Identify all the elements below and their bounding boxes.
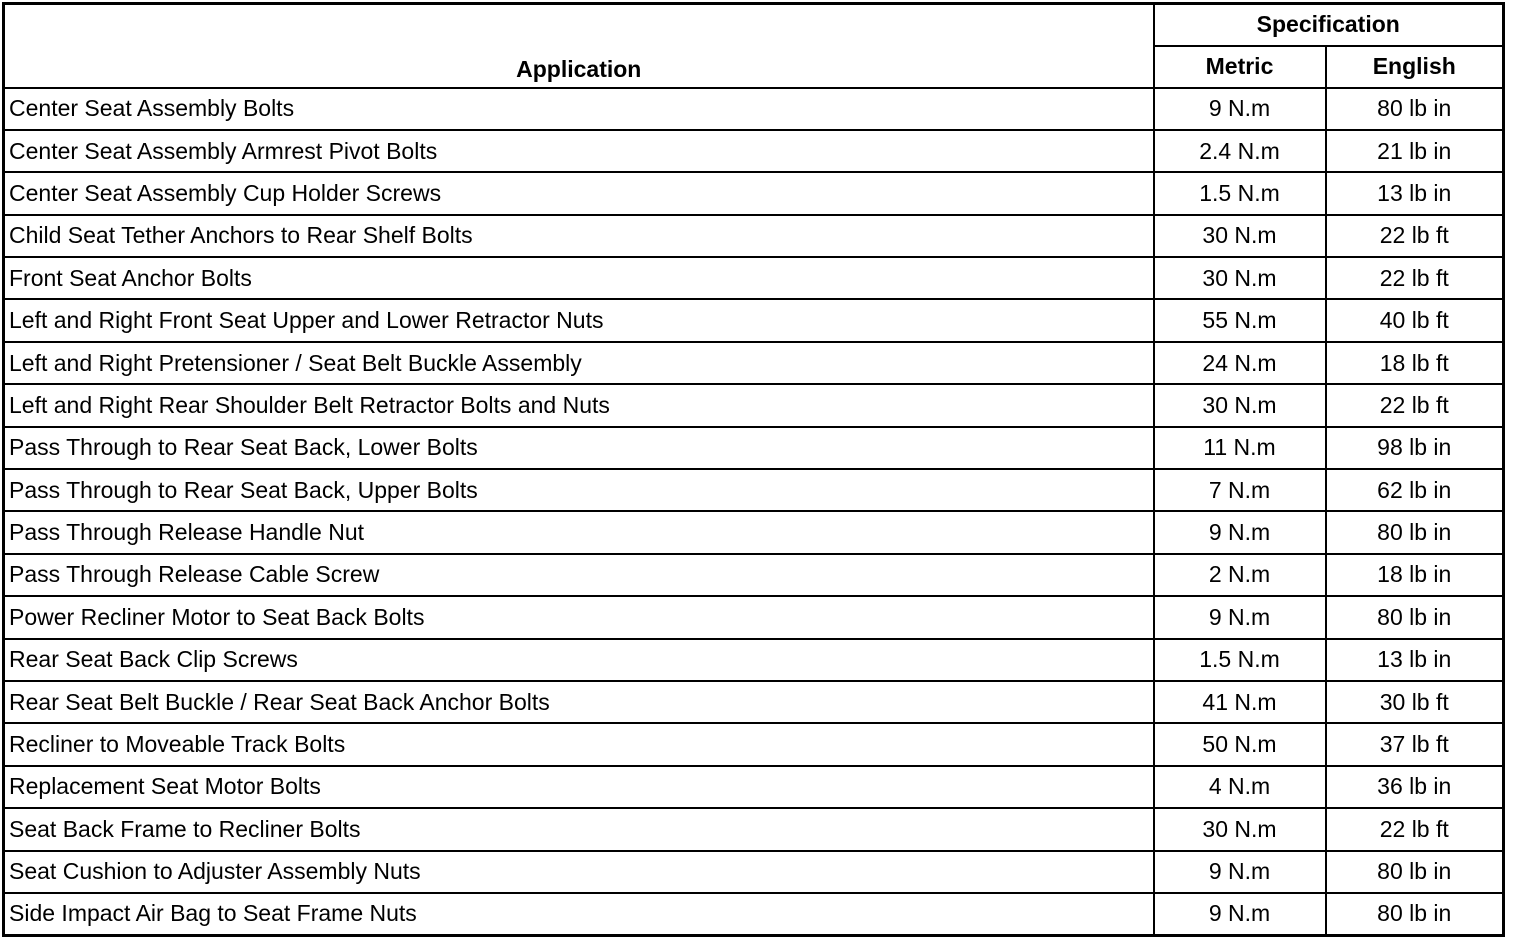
table-row (4, 257, 1504, 299)
specification-header: Specification (1154, 4, 1504, 46)
table-row (4, 342, 1504, 384)
table-row (4, 88, 1504, 130)
table-row (4, 130, 1504, 172)
table-row (4, 766, 1504, 808)
table-row (4, 299, 1504, 341)
metric-cell: 24 N.m (1154, 342, 1326, 384)
english-cell: 62 lb in (1326, 469, 1504, 511)
application-cell: Left and Right Pretensioner / Seat Belt Buckle Assembly (4, 342, 1154, 384)
application-cell: Center Seat Assembly Cup Holder Screws (4, 172, 1154, 214)
metric-cell: 9 N.m (1154, 88, 1326, 130)
application-cell: Rear Seat Back Clip Screws (4, 639, 1154, 681)
metric-cell: 2.4 N.m (1154, 130, 1326, 172)
application-cell: Front Seat Anchor Bolts (4, 257, 1154, 299)
english-cell: 80 lb in (1326, 596, 1504, 638)
table-row (4, 554, 1504, 596)
application-cell: Seat Cushion to Adjuster Assembly Nuts (4, 851, 1154, 893)
metric-cell: 50 N.m (1154, 723, 1326, 765)
metric-cell: 30 N.m (1154, 384, 1326, 426)
application-cell: Pass Through to Rear Seat Back, Lower Bolts (4, 427, 1154, 469)
table-row (4, 215, 1504, 257)
metric-cell: 41 N.m (1154, 681, 1326, 723)
application-cell: Left and Right Front Seat Upper and Lower Retractor Nuts (4, 299, 1154, 341)
metric-cell: 1.5 N.m (1154, 639, 1326, 681)
fastener-specification-table (2, 2, 1505, 937)
english-cell: 30 lb ft (1326, 681, 1504, 723)
table-row (4, 893, 1504, 935)
application-header: Application (4, 4, 1154, 88)
metric-cell: 2 N.m (1154, 554, 1326, 596)
english-cell: 98 lb in (1326, 427, 1504, 469)
english-cell: 37 lb ft (1326, 723, 1504, 765)
metric-cell: 30 N.m (1154, 808, 1326, 850)
table-row (4, 384, 1504, 426)
english-header: English (1326, 46, 1504, 88)
english-cell: 22 lb ft (1326, 257, 1504, 299)
metric-cell: 4 N.m (1154, 766, 1326, 808)
metric-cell: 1.5 N.m (1154, 172, 1326, 214)
metric-cell: 11 N.m (1154, 427, 1326, 469)
application-cell: Child Seat Tether Anchors to Rear Shelf Bolts (4, 215, 1154, 257)
table-row (4, 681, 1504, 723)
metric-cell: 9 N.m (1154, 851, 1326, 893)
table-row (4, 851, 1504, 893)
english-cell: 22 lb ft (1326, 215, 1504, 257)
english-cell: 21 lb in (1326, 130, 1504, 172)
english-cell: 80 lb in (1326, 511, 1504, 553)
application-cell: Replacement Seat Motor Bolts (4, 766, 1154, 808)
table-row (4, 596, 1504, 638)
metric-cell: 9 N.m (1154, 893, 1326, 935)
application-cell: Recliner to Moveable Track Bolts (4, 723, 1154, 765)
metric-cell: 30 N.m (1154, 257, 1326, 299)
table-row (4, 172, 1504, 214)
metric-header: Metric (1154, 46, 1326, 88)
english-cell: 80 lb in (1326, 893, 1504, 935)
table-row (4, 511, 1504, 553)
table-row (4, 639, 1504, 681)
header-row-top (4, 4, 1504, 46)
english-cell: 18 lb in (1326, 554, 1504, 596)
application-cell: Center Seat Assembly Armrest Pivot Bolts (4, 130, 1154, 172)
application-cell: Left and Right Rear Shoulder Belt Retractor Bolts and Nuts (4, 384, 1154, 426)
english-cell: 40 lb ft (1326, 299, 1504, 341)
table-row (4, 469, 1504, 511)
english-cell: 80 lb in (1326, 851, 1504, 893)
metric-cell: 9 N.m (1154, 596, 1326, 638)
application-cell: Pass Through to Rear Seat Back, Upper Bolts (4, 469, 1154, 511)
application-cell: Center Seat Assembly Bolts (4, 88, 1154, 130)
english-cell: 22 lb ft (1326, 384, 1504, 426)
english-cell: 22 lb ft (1326, 808, 1504, 850)
application-cell: Side Impact Air Bag to Seat Frame Nuts (4, 893, 1154, 935)
table-row (4, 808, 1504, 850)
english-cell: 80 lb in (1326, 88, 1504, 130)
english-cell: 13 lb in (1326, 639, 1504, 681)
application-cell: Pass Through Release Cable Screw (4, 554, 1154, 596)
metric-cell: 9 N.m (1154, 511, 1326, 553)
metric-cell: 30 N.m (1154, 215, 1326, 257)
english-cell: 36 lb in (1326, 766, 1504, 808)
application-cell: Seat Back Frame to Recliner Bolts (4, 808, 1154, 850)
application-cell: Power Recliner Motor to Seat Back Bolts (4, 596, 1154, 638)
metric-cell: 7 N.m (1154, 469, 1326, 511)
application-cell: Rear Seat Belt Buckle / Rear Seat Back Anchor Bolts (4, 681, 1154, 723)
table-body (4, 88, 1504, 936)
table-row (4, 427, 1504, 469)
application-cell: Pass Through Release Handle Nut (4, 511, 1154, 553)
metric-cell: 55 N.m (1154, 299, 1326, 341)
table-row (4, 723, 1504, 765)
english-cell: 18 lb ft (1326, 342, 1504, 384)
english-cell: 13 lb in (1326, 172, 1504, 214)
